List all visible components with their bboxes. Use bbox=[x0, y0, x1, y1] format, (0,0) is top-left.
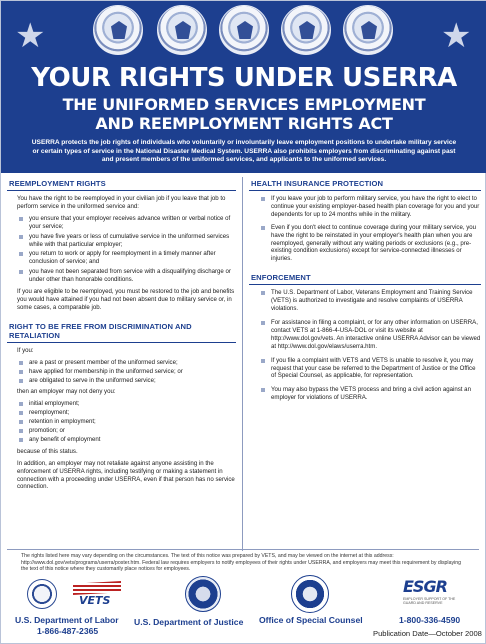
list-item: promotion; or bbox=[17, 427, 236, 435]
list-item: Even if you don't elect to continue coverage during your military service, you have the right to be reinstated in your employer's health plan when you are reemployed, generally without any waiting periods or exclusions (e.g., pre-existing condition exclusions) except for service-connected illnesses or injuries. bbox=[259, 224, 481, 264]
list-item: any benefit of employment bbox=[17, 436, 236, 444]
bullet-icon bbox=[19, 438, 23, 442]
list-item: If you file a complaint with VETS and VETS is unable to resolve it, you may request that your case be referred to the Department of Justice or the Office of Special Counsel, as applicable, for representation. bbox=[259, 357, 481, 381]
dol-seal-icon bbox=[27, 579, 57, 609]
doj-seal-icon bbox=[185, 576, 221, 612]
employment-benefits-list bbox=[17, 400, 236, 444]
bullet-icon bbox=[19, 270, 23, 274]
page-subtitle-line2: AND REEMPLOYMENT RIGHTS ACT bbox=[95, 114, 393, 133]
left-column bbox=[7, 177, 243, 551]
health-insurance-list bbox=[259, 195, 481, 263]
osc-label: Office of Special Counsel bbox=[259, 615, 363, 625]
list-item: are obligated to serve in the uniformed service; bbox=[17, 377, 236, 385]
discrimination-employer-may-not: then an employer may not deny you: bbox=[17, 388, 116, 396]
enforcement-list bbox=[259, 289, 481, 402]
list-item: The U.S. Department of Labor, Veterans Employment and Training Service (VETS) is authorized to investigate and resolve complaints of USERRA violations. bbox=[259, 289, 481, 313]
retaliation-paragraph: In addition, an employer may not retaliate against anyone assisting in the enforcement of USERRA rights, including testifying or making a statement in connection with a proceeding under USERRA, even if that person has no service connection. bbox=[17, 459, 235, 491]
dol-label: U.S. Department of Labor bbox=[15, 615, 119, 625]
flag-icon bbox=[73, 581, 121, 595]
discrimination-if-you: If you: bbox=[17, 346, 34, 354]
section-heading-enforcement: ENFORCEMENT bbox=[249, 271, 481, 285]
doj-label: U.S. Department of Justice bbox=[134, 617, 244, 627]
list-item: For assistance in filing a complaint, or for any other information on USERRA, contact VETS at 1-866-4-USA-DOL or visit its website at http://www.dol.gov/vets. An interactive online USERRA Advisor can be viewed at http://www.dol.gov/elaws/userra.htm. bbox=[259, 319, 481, 351]
star-icon: ★ bbox=[15, 16, 46, 56]
list-item: you have not been separated from service with a disqualifying discharge or under other than honorable conditions. bbox=[17, 268, 236, 284]
bullet-icon bbox=[19, 235, 23, 239]
list-item: retention in employment; bbox=[17, 418, 236, 426]
bullet-icon bbox=[19, 411, 23, 415]
section-heading-discrimination: RIGHT TO BE FREE FROM DISCRIMINATION AND RETALIATION bbox=[7, 320, 236, 343]
vets-logo-icon: VETS bbox=[73, 581, 121, 607]
section-heading-reemployment: REEMPLOYMENT RIGHTS bbox=[7, 177, 236, 191]
list-item: If you leave your job to perform military service, you have the right to elect to continue your existing employer-based health plan coverage for you and your dependents for up to 24 months while in the military. bbox=[259, 195, 481, 219]
bullet-icon bbox=[261, 197, 265, 201]
bullet-icon bbox=[19, 217, 23, 221]
army-seal-icon bbox=[93, 5, 143, 55]
bullet-icon bbox=[19, 429, 23, 433]
bullet-icon bbox=[19, 361, 23, 365]
list-item: you ensure that your employer receives advance written or verbal notice of your service; bbox=[17, 215, 236, 231]
bullet-icon bbox=[19, 420, 23, 424]
bullet-icon bbox=[19, 379, 23, 383]
intro-paragraph: USERRA protects the job rights of individuals who voluntarily or involuntarily leave employment positions to undertake military service or certain types of service in the National Disaster Medical System. USERRA also prohibits employers from discriminating against past and present members of the uniformed services, and applicants to the uniformed services. bbox=[31, 139, 457, 164]
list-item: you have five years or less of cumulative service in the uniformed services while with that particular employer; bbox=[17, 233, 236, 249]
bullet-icon bbox=[19, 370, 23, 374]
reemployment-restoration: If you are eligible to be reemployed, you must be restored to the job and benefits you would have attained if you had not been absent due to military service or, in some cases, a comparable job. bbox=[17, 288, 235, 311]
osc-seal-icon bbox=[291, 575, 329, 613]
marine-corps-seal-icon bbox=[219, 5, 269, 55]
bullet-icon bbox=[261, 321, 265, 325]
coast-guard-seal-icon bbox=[343, 5, 393, 55]
bullet-icon bbox=[261, 359, 265, 363]
bullet-icon bbox=[261, 291, 265, 295]
list-item: have applied for membership in the uniformed service; or bbox=[17, 368, 236, 376]
bullet-icon bbox=[19, 252, 23, 256]
esgr-logo-icon: ESGR EMPLOYER SUPPORT OF THE GUARD AND RESERVE bbox=[403, 577, 456, 605]
page-subtitle-line1: THE UNIFORMED SERVICES EMPLOYMENT bbox=[62, 95, 426, 114]
discrimination-status: because of this status. bbox=[17, 447, 78, 455]
list-item: you return to work or apply for reemployment in a timely manner after conclusion of service; and bbox=[17, 250, 236, 266]
air-force-seal-icon bbox=[281, 5, 331, 55]
list-item: reemployment; bbox=[17, 409, 236, 417]
publication-date: Publication Date—October 2008 bbox=[373, 629, 482, 638]
bullet-icon bbox=[261, 226, 265, 230]
reemployment-intro: You have the right to be reemployed in your civilian job if you leave that job to perform service in the uniformed service and: bbox=[17, 195, 226, 210]
reemployment-conditions-list bbox=[17, 215, 236, 284]
seal-row bbox=[1, 5, 486, 57]
section-heading-health: HEALTH INSURANCE PROTECTION bbox=[249, 177, 481, 191]
list-item: are a past or present member of the uniformed service; bbox=[17, 359, 236, 367]
dol-phone: 1-866-487-2365 bbox=[37, 626, 99, 636]
navy-seal-icon bbox=[157, 5, 207, 55]
star-icon: ★ bbox=[441, 16, 472, 56]
esgr-phone: 1-800-336-4590 bbox=[399, 615, 461, 625]
footer-note: The rights listed here may vary depending on the circumstances. The text of this notice was prepared by VETS, and may be viewed on the internet at this address: http://www.dol.gov/vets/programs/userra/poster.htm. Federal law requires employers to notify employees of their rights under USERRA, and employers may meet this requirement by displaying the text of this notice where they customarily place notices for employees. bbox=[21, 553, 461, 573]
list-item: You may also bypass the VETS process and bring a civil action against an employer for violations of USERRA. bbox=[259, 386, 481, 402]
right-column bbox=[249, 177, 481, 551]
bullet-icon bbox=[261, 388, 265, 392]
service-status-list bbox=[17, 359, 236, 385]
bullet-icon bbox=[19, 402, 23, 406]
page-title: YOUR RIGHTS UNDER USERRA bbox=[31, 63, 457, 93]
list-item: initial employment; bbox=[17, 400, 236, 408]
poster-header bbox=[1, 1, 486, 173]
footer-divider bbox=[7, 549, 479, 550]
